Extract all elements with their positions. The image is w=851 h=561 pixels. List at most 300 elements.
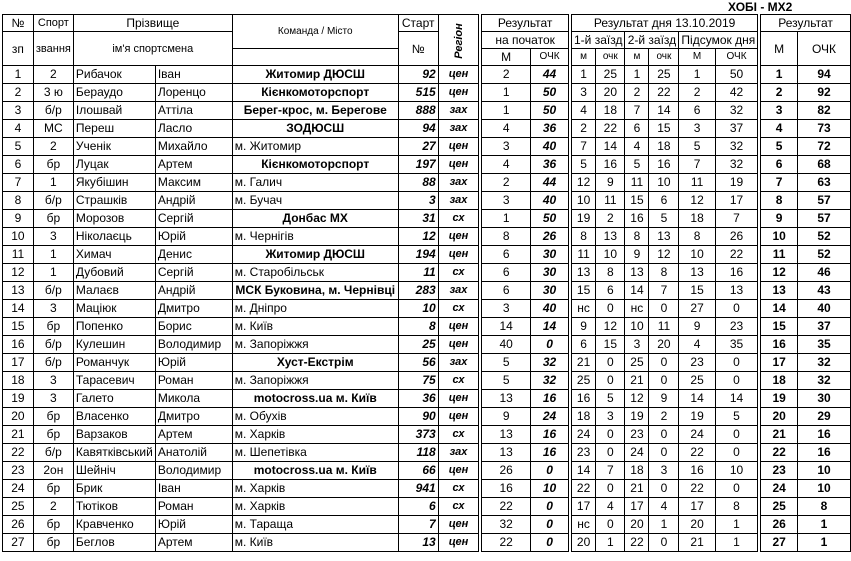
cell-surname: Дубовий (73, 264, 155, 282)
cell-final-ochk: 1 (798, 534, 851, 552)
cell-race1-m: 6 (571, 336, 595, 354)
cell-day-m: 10 (679, 246, 715, 264)
cell-name: Андрій (155, 282, 232, 300)
cell-race1-m: 20 (571, 534, 595, 552)
cell-region: цен (438, 138, 479, 156)
cell-team: ЗОДЮСШ (232, 120, 398, 138)
cell-final-m: 15 (761, 318, 798, 336)
cell-race2-m: 7 (625, 102, 649, 120)
cell-name: Анатолій (155, 444, 232, 462)
table-row (3, 138, 851, 156)
cell-race2-m: 8 (625, 228, 649, 246)
cell-start-m: 4 (482, 156, 531, 174)
cell-day-ochk: 17 (715, 192, 757, 210)
cell-start-ochk: 40 (531, 300, 569, 318)
header-res-start-2: на початок (482, 32, 569, 49)
cell-start-ochk: 16 (531, 426, 569, 444)
cell-region: зах (438, 102, 479, 120)
cell-rank: 3 (33, 300, 73, 318)
cell-rank: 3 ю (33, 84, 73, 102)
table-row (3, 210, 851, 228)
cell-zp: 5 (3, 138, 34, 156)
cell-day-m: 23 (679, 354, 715, 372)
cell-team: Хуст-Екстрім (232, 354, 398, 372)
header-start-ochk: ОЧК (531, 49, 569, 66)
cell-region: зах (438, 192, 479, 210)
header-region: Регіон (438, 15, 479, 66)
cell-final-ochk: 37 (798, 318, 851, 336)
cell-team: м. Київ (232, 318, 398, 336)
cell-start-no: 88 (398, 174, 438, 192)
cell-start-no: 25 (398, 336, 438, 354)
cell-start-ochk: 32 (531, 372, 569, 390)
header-race1: 1-й заїзд (571, 32, 624, 49)
cell-region: сх (438, 210, 479, 228)
cell-name: Сергій (155, 264, 232, 282)
cell-name: Дмитро (155, 408, 232, 426)
cell-surname: Галето (73, 390, 155, 408)
cell-race2-ochk: 7 (649, 282, 679, 300)
header-zp: зп (3, 32, 34, 66)
cell-zp: 3 (3, 102, 34, 120)
cell-day-ochk: 0 (715, 372, 757, 390)
cell-start-ochk: 0 (531, 534, 569, 552)
cell-start-no: 888 (398, 102, 438, 120)
cell-final-ochk: 57 (798, 192, 851, 210)
cell-final-ochk: 52 (798, 228, 851, 246)
cell-start-ochk: 44 (531, 66, 569, 84)
cell-race1-m: 22 (571, 480, 595, 498)
cell-name: Артем (155, 534, 232, 552)
cell-name: Микола (155, 390, 232, 408)
cell-name: Юрій (155, 228, 232, 246)
cell-day-ochk: 26 (715, 228, 757, 246)
cell-final-ochk: 43 (798, 282, 851, 300)
cell-day-m: 7 (679, 156, 715, 174)
cell-day-ochk: 23 (715, 318, 757, 336)
cell-race1-ochk: 12 (596, 318, 625, 336)
cell-start-no: 283 (398, 282, 438, 300)
cell-start-no: 3 (398, 192, 438, 210)
cell-final-ochk: 94 (798, 66, 851, 84)
header-result: Результат (761, 15, 851, 32)
cell-start-m: 16 (482, 480, 531, 498)
cell-final-ochk: 29 (798, 408, 851, 426)
cell-start-m: 13 (482, 426, 531, 444)
cell-start-m: 6 (482, 282, 531, 300)
cell-rank: 3 (33, 228, 73, 246)
table-row (3, 354, 851, 372)
cell-name: Михайло (155, 138, 232, 156)
cell-start-no: 92 (398, 66, 438, 84)
cell-race2-m: 16 (625, 210, 649, 228)
cell-name: Борис (155, 318, 232, 336)
table-row (3, 102, 851, 120)
cell-name: Юрій (155, 354, 232, 372)
cell-region: зах (438, 174, 479, 192)
cell-zp: 12 (3, 264, 34, 282)
cell-day-ochk: 14 (715, 390, 757, 408)
cell-start-m: 6 (482, 246, 531, 264)
cell-rank: бр (33, 516, 73, 534)
cell-race2-m: 14 (625, 282, 649, 300)
cell-race2-ochk: 18 (649, 138, 679, 156)
cell-start-no: 94 (398, 120, 438, 138)
cell-start-no: 36 (398, 390, 438, 408)
cell-race1-ochk: 25 (596, 66, 625, 84)
cell-day-m: 1 (679, 66, 715, 84)
cell-name: Володимир (155, 462, 232, 480)
cell-rank: бр (33, 318, 73, 336)
table-row (3, 318, 851, 336)
cell-name: Дмитро (155, 300, 232, 318)
cell-day-m: 27 (679, 300, 715, 318)
cell-surname: Ніколаєць (73, 228, 155, 246)
cell-region: сх (438, 264, 479, 282)
cell-start-ochk: 0 (531, 498, 569, 516)
cell-start-no: 27 (398, 138, 438, 156)
cell-zp: 2 (3, 84, 34, 102)
cell-final-ochk: 82 (798, 102, 851, 120)
table-row (3, 336, 851, 354)
cell-final-ochk: 1 (798, 516, 851, 534)
cell-day-ochk: 1 (715, 534, 757, 552)
cell-race1-m: 14 (571, 462, 595, 480)
cell-day-ochk: 42 (715, 84, 757, 102)
cell-region: цен (438, 84, 479, 102)
cell-day-m: 9 (679, 318, 715, 336)
cell-zp: 26 (3, 516, 34, 534)
cell-rank: б/р (33, 282, 73, 300)
cell-race2-ochk: 20 (649, 336, 679, 354)
cell-final-ochk: 40 (798, 300, 851, 318)
cell-team: м. Харків (232, 480, 398, 498)
cell-start-ochk: 32 (531, 354, 569, 372)
cell-surname: Власенко (73, 408, 155, 426)
cell-team: Житомир ДЮСШ (232, 66, 398, 84)
cell-surname: Малаєв (73, 282, 155, 300)
cell-race2-m: 3 (625, 336, 649, 354)
cell-surname: Брик (73, 480, 155, 498)
cell-start-m: 26 (482, 462, 531, 480)
cell-day-ochk: 0 (715, 354, 757, 372)
cell-team: motocross.ua м. Київ (232, 462, 398, 480)
cell-final-m: 7 (761, 174, 798, 192)
table-row (3, 426, 851, 444)
cell-day-ochk: 50 (715, 66, 757, 84)
cell-final-ochk: 16 (798, 426, 851, 444)
table-row (3, 372, 851, 390)
cell-team: м. Житомир (232, 138, 398, 156)
cell-race1-ochk: 2 (596, 210, 625, 228)
cell-start-ochk: 44 (531, 174, 569, 192)
cell-rank: 3 (33, 390, 73, 408)
cell-final-m: 10 (761, 228, 798, 246)
cell-race2-ochk: 3 (649, 462, 679, 480)
cell-team: Кієнкомоторспорт (232, 156, 398, 174)
cell-name: Лоренцо (155, 84, 232, 102)
cell-day-m: 16 (679, 462, 715, 480)
table-row (3, 408, 851, 426)
cell-race1-ochk: 0 (596, 354, 625, 372)
cell-region: зах (438, 120, 479, 138)
cell-final-m: 20 (761, 408, 798, 426)
cell-name: Іван (155, 66, 232, 84)
cell-team: м. Шепетівка (232, 444, 398, 462)
cell-day-ochk: 0 (715, 444, 757, 462)
table-row (3, 156, 851, 174)
table-row (3, 174, 851, 192)
cell-start-m: 9 (482, 408, 531, 426)
cell-rank: МС (33, 120, 73, 138)
cell-surname: Луцак (73, 156, 155, 174)
cell-start-no: 75 (398, 372, 438, 390)
cell-day-m: 6 (679, 102, 715, 120)
cell-race1-ochk: 0 (596, 372, 625, 390)
cell-race1-m: 12 (571, 174, 595, 192)
cell-surname: Тютіков (73, 498, 155, 516)
cell-start-ochk: 0 (531, 336, 569, 354)
cell-start-no: 194 (398, 246, 438, 264)
cell-zp: 19 (3, 390, 34, 408)
cell-start-no: 12 (398, 228, 438, 246)
cell-race1-ochk: 0 (596, 300, 625, 318)
cell-rank: 2 (33, 138, 73, 156)
cell-name: Роман (155, 498, 232, 516)
cell-start-m: 1 (482, 102, 531, 120)
cell-start-ochk: 50 (531, 84, 569, 102)
cell-rank: бр (33, 156, 73, 174)
cell-final-ochk: 10 (798, 480, 851, 498)
cell-race2-ochk: 8 (649, 264, 679, 282)
cell-final-ochk: 73 (798, 120, 851, 138)
cell-final-ochk: 10 (798, 462, 851, 480)
cell-day-m: 22 (679, 444, 715, 462)
cell-race2-ochk: 1 (649, 516, 679, 534)
cell-start-ochk: 24 (531, 408, 569, 426)
cell-day-m: 17 (679, 498, 715, 516)
cell-zp: 15 (3, 318, 34, 336)
cell-rank: бр (33, 480, 73, 498)
cell-race1-m: 3 (571, 84, 595, 102)
cell-day-m: 20 (679, 516, 715, 534)
cell-zp: 13 (3, 282, 34, 300)
header-no: № (3, 15, 34, 32)
cell-race2-ochk: 0 (649, 372, 679, 390)
cell-team: м. Запоріжжя (232, 372, 398, 390)
table-row (3, 516, 851, 534)
cell-race2-m: 18 (625, 462, 649, 480)
cell-race2-ochk: 15 (649, 120, 679, 138)
cell-team: м. Запоріжжя (232, 336, 398, 354)
cell-start-ochk: 36 (531, 120, 569, 138)
cell-day-ochk: 19 (715, 174, 757, 192)
cell-final-ochk: 32 (798, 372, 851, 390)
cell-team: м. Обухів (232, 408, 398, 426)
cell-start-ochk: 50 (531, 210, 569, 228)
cell-start-no: 197 (398, 156, 438, 174)
cell-race1-m: 5 (571, 156, 595, 174)
cell-final-m: 17 (761, 354, 798, 372)
cell-final-ochk: 72 (798, 138, 851, 156)
cell-race2-m: 11 (625, 174, 649, 192)
cell-zp: 22 (3, 444, 34, 462)
cell-day-m: 12 (679, 192, 715, 210)
cell-start-m: 22 (482, 498, 531, 516)
cell-rank: 1 (33, 246, 73, 264)
cell-race2-ochk: 6 (649, 192, 679, 210)
cell-name: Іван (155, 480, 232, 498)
cell-day-ochk: 0 (715, 300, 757, 318)
header-surname: Прізвище (73, 15, 232, 32)
cell-team: м. Київ (232, 534, 398, 552)
cell-region: сх (438, 426, 479, 444)
cell-race1-m: 23 (571, 444, 595, 462)
cell-rank: б/р (33, 444, 73, 462)
cell-race2-ochk: 12 (649, 246, 679, 264)
cell-surname: Бераудо (73, 84, 155, 102)
cell-zp: 20 (3, 408, 34, 426)
cell-zp: 27 (3, 534, 34, 552)
table-row (3, 480, 851, 498)
cell-final-ochk: 30 (798, 390, 851, 408)
cell-race1-m: 8 (571, 228, 595, 246)
cell-day-ochk: 8 (715, 498, 757, 516)
cell-race2-ochk: 9 (649, 390, 679, 408)
cell-team: м. Харків (232, 498, 398, 516)
cell-surname: Химач (73, 246, 155, 264)
cell-final-m: 4 (761, 120, 798, 138)
cell-race2-m: 6 (625, 120, 649, 138)
cell-start-m: 5 (482, 354, 531, 372)
cell-zp: 16 (3, 336, 34, 354)
cell-region: цен (438, 516, 479, 534)
cell-zp: 14 (3, 300, 34, 318)
header-race2-m: м (625, 49, 649, 66)
table-row (3, 498, 851, 516)
cell-race1-ochk: 4 (596, 498, 625, 516)
cell-start-no: 6 (398, 498, 438, 516)
cell-race1-m: 11 (571, 246, 595, 264)
cell-race1-ochk: 20 (596, 84, 625, 102)
cell-team: Берег-крос, м. Берегове (232, 102, 398, 120)
cell-zp: 23 (3, 462, 34, 480)
cell-start-no: 118 (398, 444, 438, 462)
cell-team: Донбас МХ (232, 210, 398, 228)
table-row (3, 228, 851, 246)
cell-race1-ochk: 1 (596, 534, 625, 552)
cell-race1-m: 13 (571, 264, 595, 282)
cell-start-m: 2 (482, 174, 531, 192)
cell-name: Андрій (155, 192, 232, 210)
cell-start-no: 90 (398, 408, 438, 426)
cell-surname: Варзаков (73, 426, 155, 444)
cell-name: Володимир (155, 336, 232, 354)
cell-start-m: 1 (482, 84, 531, 102)
cell-race1-m: нс (571, 516, 595, 534)
table-row (3, 84, 851, 102)
cell-race2-m: 21 (625, 480, 649, 498)
cell-surname: Морозов (73, 210, 155, 228)
table-row (3, 120, 851, 138)
cell-final-m: 1 (761, 66, 798, 84)
header-start-no: № (398, 32, 438, 66)
cell-race2-m: 9 (625, 246, 649, 264)
cell-day-ochk: 10 (715, 462, 757, 480)
cell-zp: 11 (3, 246, 34, 264)
cell-rank: 1 (33, 174, 73, 192)
table-row (3, 264, 851, 282)
cell-start-no: 66 (398, 462, 438, 480)
table-row (3, 462, 851, 480)
cell-race2-ochk: 11 (649, 318, 679, 336)
cell-surname: Переш (73, 120, 155, 138)
cell-start-ochk: 30 (531, 246, 569, 264)
cell-race2-m: 2 (625, 84, 649, 102)
cell-race2-m: 12 (625, 390, 649, 408)
header-race1-m: м (571, 49, 595, 66)
cell-start-m: 3 (482, 300, 531, 318)
cell-final-m: 24 (761, 480, 798, 498)
cell-rank: 2 (33, 498, 73, 516)
header-fullname: ім'я спортсмена (73, 32, 232, 66)
cell-day-m: 18 (679, 210, 715, 228)
cell-final-m: 6 (761, 156, 798, 174)
table-row (3, 282, 851, 300)
cell-zp: 6 (3, 156, 34, 174)
cell-race1-m: 24 (571, 426, 595, 444)
cell-surname: Ілошвай (73, 102, 155, 120)
cell-zp: 24 (3, 480, 34, 498)
cell-zp: 1 (3, 66, 34, 84)
cell-start-ochk: 0 (531, 516, 569, 534)
header-start: Старт (398, 15, 438, 32)
cell-race2-m: 10 (625, 318, 649, 336)
cell-name: Артем (155, 426, 232, 444)
cell-start-m: 8 (482, 228, 531, 246)
cell-day-m: 11 (679, 174, 715, 192)
cell-surname: Якубішин (73, 174, 155, 192)
cell-day-ochk: 0 (715, 480, 757, 498)
cell-race2-m: 19 (625, 408, 649, 426)
header-res-day: Результат дня 13.10.2019 (571, 15, 757, 32)
cell-race1-m: 21 (571, 354, 595, 372)
header-team: Команда / Місто (232, 15, 398, 49)
cell-final-m: 26 (761, 516, 798, 534)
cell-start-ochk: 16 (531, 444, 569, 462)
cell-name: Роман (155, 372, 232, 390)
cell-race2-ochk: 22 (649, 84, 679, 102)
cell-race1-ochk: 22 (596, 120, 625, 138)
cell-rank: 1 (33, 264, 73, 282)
cell-day-ochk: 5 (715, 408, 757, 426)
cell-rank: б/р (33, 102, 73, 120)
cell-day-m: 25 (679, 372, 715, 390)
cell-final-m: 22 (761, 444, 798, 462)
cell-race1-ochk: 16 (596, 156, 625, 174)
cell-start-m: 22 (482, 534, 531, 552)
table-row (3, 300, 851, 318)
cell-day-m: 13 (679, 264, 715, 282)
cell-team: м. Чернігів (232, 228, 398, 246)
cell-start-ochk: 16 (531, 390, 569, 408)
cell-region: цен (438, 462, 479, 480)
cell-race1-m: 15 (571, 282, 595, 300)
cell-race1-ochk: 18 (596, 102, 625, 120)
cell-start-m: 6 (482, 264, 531, 282)
cell-day-ochk: 32 (715, 138, 757, 156)
cell-final-m: 8 (761, 192, 798, 210)
